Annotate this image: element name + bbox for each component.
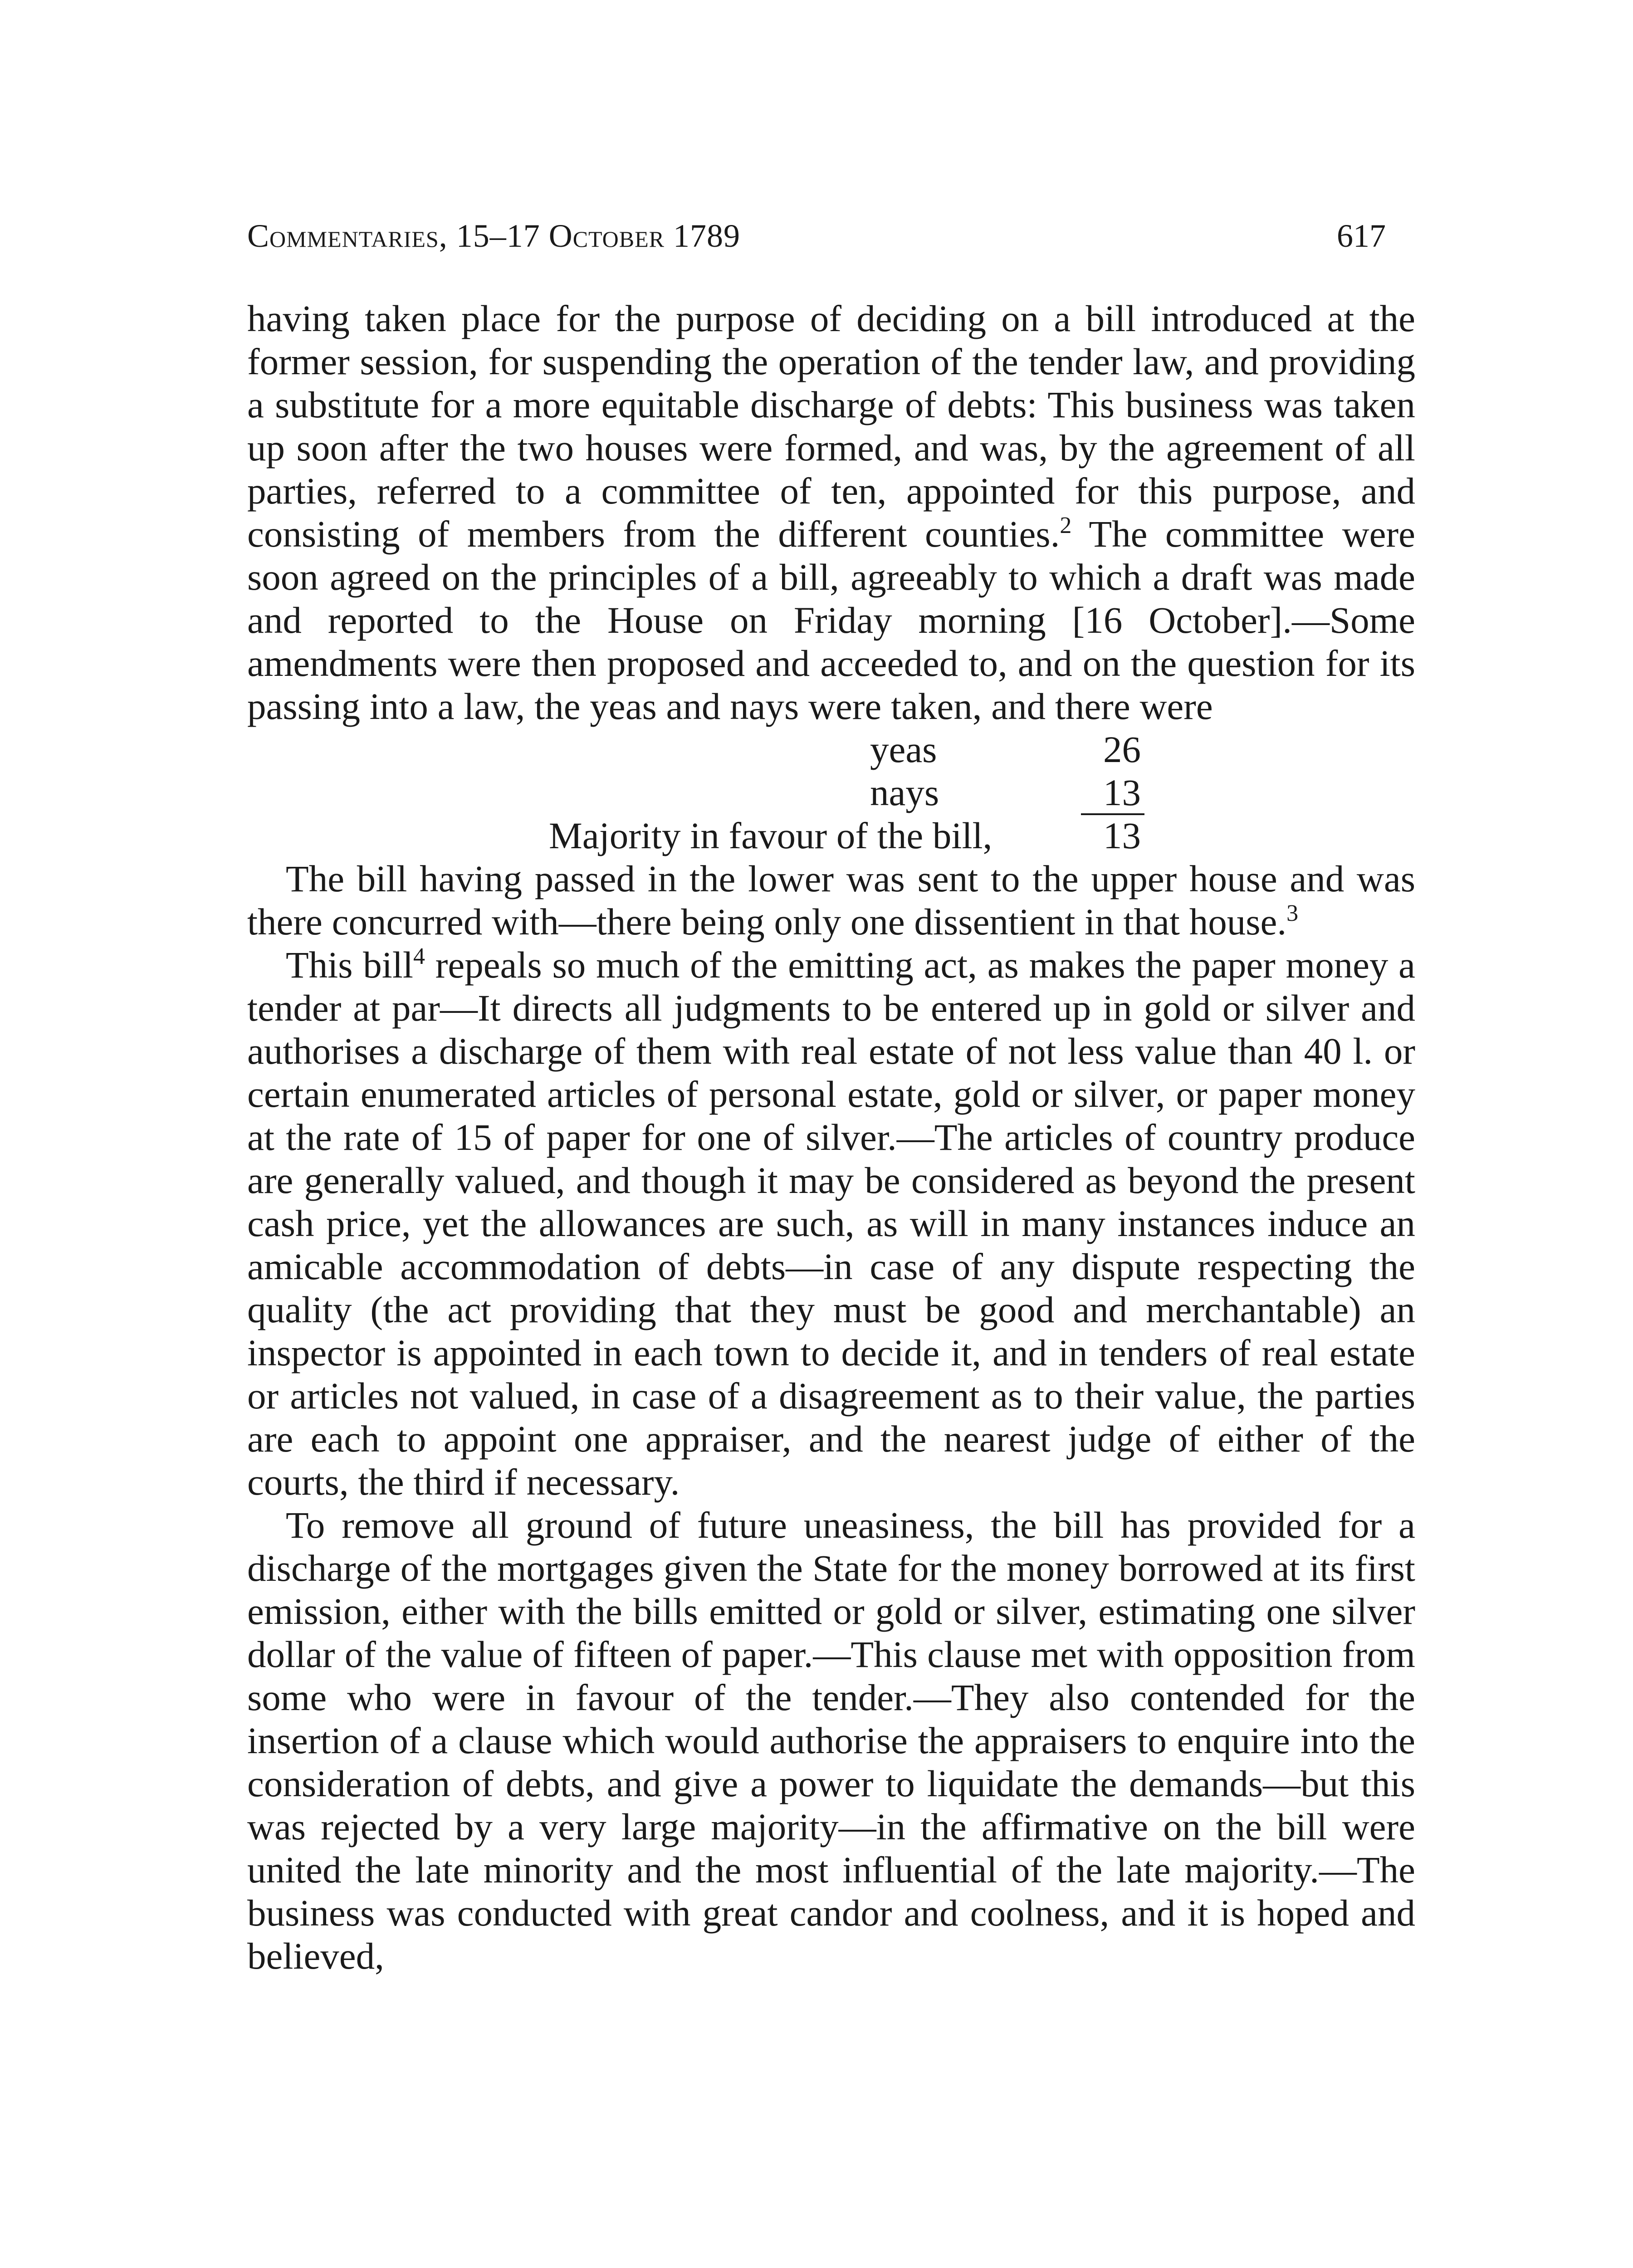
vote-row-majority: [247, 814, 1415, 857]
paragraph-2: [247, 857, 1415, 943]
footnote-ref-4: 4: [413, 943, 425, 969]
yeas-count: 26: [1103, 728, 1141, 770]
footnote-ref-3: 3: [1286, 900, 1299, 926]
paragraph-3-text-a: This bill: [286, 944, 413, 986]
page-number: 617: [1337, 218, 1386, 254]
footnote-ref-2: 2: [1060, 513, 1072, 538]
paragraph-4-text-a: To remove all ground of future uneasiness, the bill has provided for a discharge of the mortgages given the State for the money borrowed at its first emission, either with the bills emitted or gold or silver, estimating one silver dollar of the value of fifteen of paper.—This clause met with opposition from some who were in favour of the tender.—They also contended for the insertion of a clause which would authorise the appraisers to enquire into the consideration of debts, and give a power to liquidate the demands—but this was rejected by a very large majority—in the affirmative on the bill were united the late minority and the most influential of the late majority.—The business was conducted with great candor and coolness, and it is hoped and believed,: [247, 1504, 1415, 1977]
running-head: [247, 213, 1386, 259]
paragraph-4: [247, 1504, 1415, 1978]
running-title: Commentaries, 15–17 October 1789: [247, 218, 741, 254]
paragraph-1: [247, 297, 1415, 728]
nays-label: nays: [870, 772, 939, 813]
paragraph-2-text-a: The bill having passed in the lower was sent to the upper house and was there concurred with—there being only one dissentient in that house.: [247, 858, 1415, 943]
paragraph-3: [247, 943, 1415, 1504]
paragraph-1-text-a: having taken place for the purpose of deciding on a bill introduced at the former session, for suspending the operation of the tender law, and providing a substitute for a more equitable discharge of debts: This business was taken up soon after the two houses were formed, and was, by the agreement of all parties, referred to a committee of ten, appointed for this purpose, and consisting of members from the different counties.: [247, 298, 1415, 555]
paragraph-1-text-b: The committee were soon agreed on the principles of a bill, agreeably to which a draft was made and reported to the House on Friday morning [16 October].—Some amendments were then proposed and acceeded to, and on the question for its passing into a law, the yeas and nays were taken, and there were: [247, 513, 1415, 727]
body-text: [247, 297, 1415, 1978]
paragraph-3-text-b: repeals so much of the emitting act, as makes the paper money a tender at par—It directs all judgments to be entered up in gold or silver and authorises a discharge of them with real estate of not less value than 40 l. or certain enumerated articles of personal estate, gold or silver, or paper money at the rate of 15 of paper for one of silver.—The articles of country produce are generally valued, and though it may be considered as beyond the present cash price, yet the allowances are such, as will in many instances induce an amicable accommodation of debts—in case of any dispute respecting the quality (the act providing that they must be good and merchantable) an inspector is appointed in each town to decide it, and in tenders of real estate or articles not valued, in case of a disagreement as to their value, the parties are each to appoint one appraiser, and the nearest judge of either of the courts, the third if necessary.: [247, 944, 1415, 1503]
vote-row-yeas: [247, 728, 1415, 771]
vote-row-nays: [247, 771, 1415, 814]
vote-tally: [247, 728, 1415, 857]
nays-count: 13: [1103, 772, 1141, 813]
yeas-label: yeas: [870, 728, 937, 770]
majority-count: 13: [1103, 815, 1141, 856]
majority-label: Majority in favour of the bill,: [549, 815, 993, 856]
